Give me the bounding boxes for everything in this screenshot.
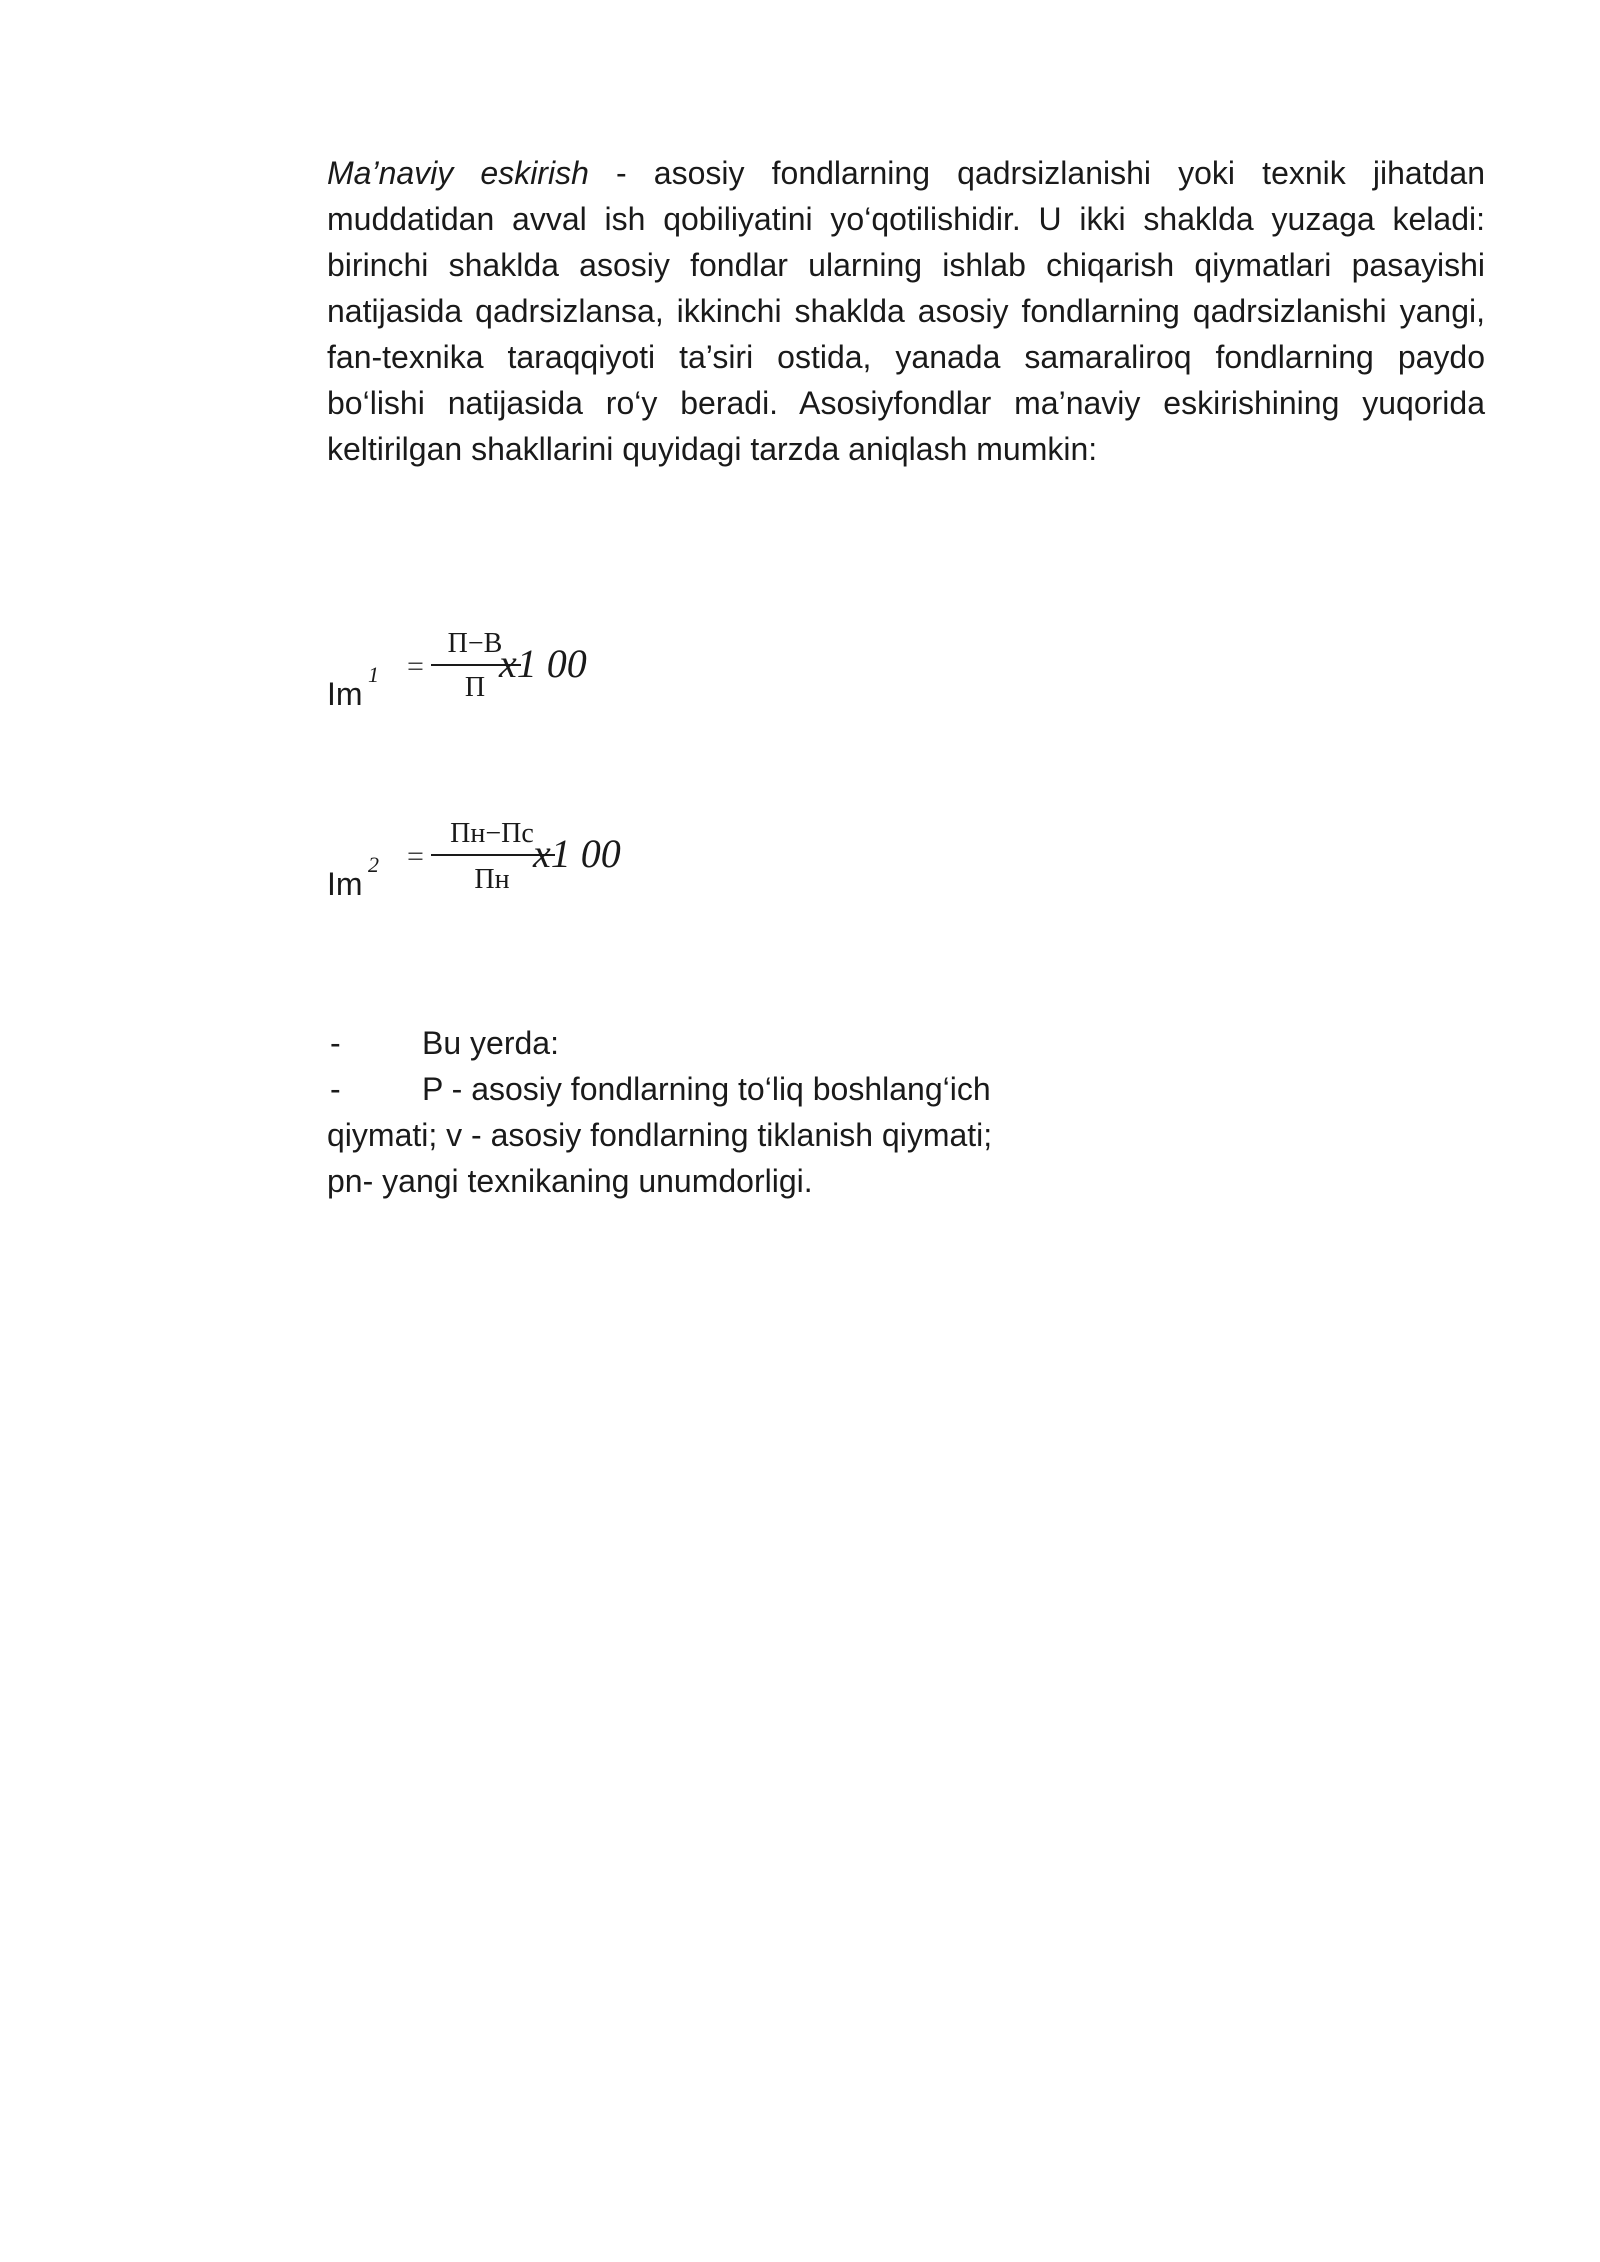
formula-2-superscript: 2 bbox=[368, 852, 379, 877]
notes-block bbox=[327, 1020, 1087, 1204]
formula-1-equals: = bbox=[407, 650, 424, 683]
formula-1-numerator: П−В bbox=[447, 628, 503, 659]
formula-2 bbox=[327, 808, 927, 928]
list-dash: - bbox=[330, 1071, 341, 1107]
notes-line-1 bbox=[327, 1020, 1087, 1066]
formula-1-multiplier: x1 00 bbox=[499, 641, 587, 686]
defined-term: Ma’naviy eskirish bbox=[327, 155, 589, 191]
body-paragraph bbox=[327, 150, 1485, 472]
notes-line-4 bbox=[327, 1158, 1087, 1204]
notes-line-3 bbox=[327, 1112, 1087, 1158]
notes-line-2 bbox=[327, 1066, 1087, 1112]
formula-2-denominator: Пн bbox=[474, 864, 510, 895]
formula-2-numerator: Пн−Пс bbox=[450, 818, 534, 849]
notes-text: P - asosiy fondlarning to‘liq boshlang‘ich bbox=[422, 1071, 991, 1107]
formula-1-lhs: Im bbox=[327, 676, 363, 712]
paragraph-text: - asosiy fondlarning qadrsizlanishi yoki texnik jihatdan muddatidan avval ish qobiliyatini yo‘qotilishidir. U ikki shaklda yuzaga keladi: birinchi shaklda asosiy fondlar ularning ishlab chiqarish qiymatlari pasayishi natijasida qadrsizlansa, ikkinchi shaklda asosiy fondlarning qadrsizlanishi yangi, fan-texnika taraqqiyoti ta’siri ostida, yanada samaraliroq fondlarning paydo bo‘lishi natijasida ro‘y beradi. Asosiyfondlar ma’naviy eskirishining yuqorida keltirilgan shakllarini quyidagi tarzda aniqlash mumkin: bbox=[327, 155, 1486, 467]
formula-1 bbox=[327, 620, 927, 740]
formula-2-lhs: Im bbox=[327, 866, 363, 902]
formula-2-equals: = bbox=[407, 840, 424, 873]
formula-1-superscript: 1 bbox=[368, 662, 379, 687]
formula-2-multiplier: x1 00 bbox=[533, 831, 621, 876]
notes-heading: Bu yerda: bbox=[422, 1025, 559, 1061]
notes-text: qiymati; v - asosiy fondlarning tiklanish qiymati; bbox=[327, 1117, 993, 1153]
list-dash: - bbox=[330, 1025, 341, 1061]
formula-1-denominator: П bbox=[464, 672, 486, 703]
notes-text: pn- yangi texnikaning unumdorligi. bbox=[327, 1163, 813, 1199]
